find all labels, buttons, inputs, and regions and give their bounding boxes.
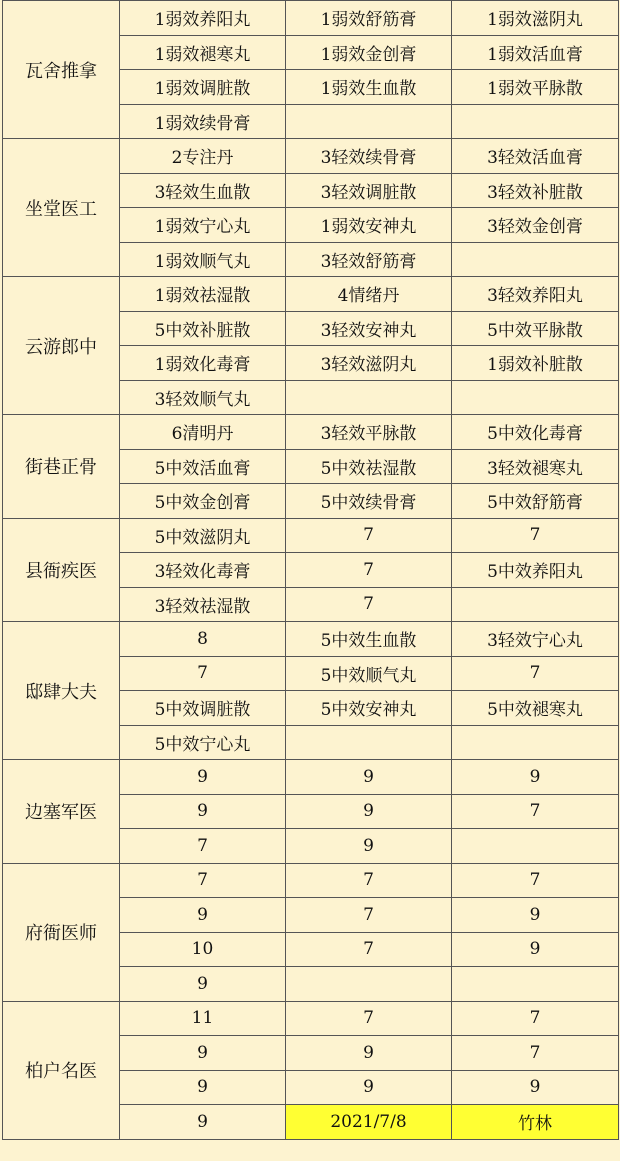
- recipe-cell: 1弱效平脉散: [452, 70, 619, 105]
- recipe-cell: 7: [120, 829, 286, 864]
- recipe-cell: 9: [286, 1070, 452, 1105]
- recipe-cell: 1弱效褪寒丸: [120, 35, 286, 70]
- recipe-cell: [286, 967, 452, 1002]
- recipe-cell: [452, 104, 619, 139]
- recipe-cell: 1弱效生血散: [286, 70, 452, 105]
- table-row: [3, 139, 619, 174]
- recipe-cell: 3轻效顺气丸: [120, 380, 286, 415]
- recipe-cell: 5中效活血膏: [120, 449, 286, 484]
- recipe-cell: 3轻效活血膏: [452, 139, 619, 174]
- recipe-cell: [452, 725, 619, 760]
- recipe-cell: 1弱效化毒膏: [120, 346, 286, 381]
- recipe-cell: 7: [452, 1036, 619, 1071]
- recipe-cell: 1弱效活血膏: [452, 35, 619, 70]
- table-row: [3, 622, 619, 657]
- recipe-cell: [286, 380, 452, 415]
- recipe-cell: 5中效金创膏: [120, 484, 286, 519]
- recipe-cell: 3轻效平脉散: [286, 415, 452, 450]
- recipe-cell: 1弱效安神丸: [286, 208, 452, 243]
- recipe-cell: 7: [452, 1001, 619, 1036]
- recipe-cell: 7: [120, 863, 286, 898]
- table-row: [3, 277, 619, 312]
- recipe-cell: [452, 242, 619, 277]
- recipe-cell: 5中效祛湿散: [286, 449, 452, 484]
- recipe-cell: 1弱效补脏散: [452, 346, 619, 381]
- recipe-cell: 9: [120, 760, 286, 795]
- recipe-cell: 7: [286, 553, 452, 588]
- recipe-cell: 3轻效祛湿散: [120, 587, 286, 622]
- recipe-cell: 5中效补脏散: [120, 311, 286, 346]
- recipe-cell: 5中效褪寒丸: [452, 691, 619, 726]
- table-row: [3, 1, 619, 36]
- recipe-cell: 4情绪丹: [286, 277, 452, 312]
- recipe-cell: 7: [286, 863, 452, 898]
- recipe-cell: 5中效滋阴丸: [120, 518, 286, 553]
- recipe-cell: 7: [286, 898, 452, 933]
- recipe-cell: [452, 587, 619, 622]
- recipe-table-body: [3, 1, 619, 1140]
- group-name-cell: 边塞军医: [3, 760, 120, 864]
- recipe-cell: 3轻效舒筋膏: [286, 242, 452, 277]
- recipe-cell: [452, 380, 619, 415]
- recipe-cell: 7: [452, 794, 619, 829]
- group-name-cell: 瓦舍推拿: [3, 1, 120, 139]
- recipe-cell: 3轻效化毒膏: [120, 553, 286, 588]
- group-name-cell: 邸肆大夫: [3, 622, 120, 760]
- group-name-cell: 街巷正骨: [3, 415, 120, 519]
- recipe-cell: 7: [452, 518, 619, 553]
- recipe-cell: 9: [120, 794, 286, 829]
- recipe-table: [2, 0, 619, 1140]
- recipe-cell: [452, 967, 619, 1002]
- recipe-cell: 1弱效祛湿散: [120, 277, 286, 312]
- recipe-cell: 5中效调脏散: [120, 691, 286, 726]
- recipe-cell: [286, 725, 452, 760]
- recipe-cell: 9: [286, 829, 452, 864]
- recipe-cell: 1弱效宁心丸: [120, 208, 286, 243]
- recipe-cell: 1弱效调脏散: [120, 70, 286, 105]
- recipe-cell: 3轻效滋阴丸: [286, 346, 452, 381]
- table-row: [3, 760, 619, 795]
- recipe-cell: 3轻效安神丸: [286, 311, 452, 346]
- recipe-cell: 2专注丹: [120, 139, 286, 174]
- group-name-cell: 县衙疾医: [3, 518, 120, 622]
- recipe-cell: 5中效安神丸: [286, 691, 452, 726]
- recipe-cell: 3轻效褪寒丸: [452, 449, 619, 484]
- recipe-cell: 9: [120, 967, 286, 1002]
- recipe-cell: 3轻效宁心丸: [452, 622, 619, 657]
- table-row: [3, 1001, 619, 1036]
- recipe-cell: 1弱效金创膏: [286, 35, 452, 70]
- recipe-cell: [286, 104, 452, 139]
- recipe-cell: 9: [120, 898, 286, 933]
- recipe-cell: 7: [120, 656, 286, 691]
- recipe-cell: 5中效养阳丸: [452, 553, 619, 588]
- recipe-cell: 5中效舒筋膏: [452, 484, 619, 519]
- recipe-cell: 8: [120, 622, 286, 657]
- recipe-cell: 9: [120, 1070, 286, 1105]
- author-cell: 竹林: [452, 1105, 619, 1140]
- recipe-cell: 7: [286, 1001, 452, 1036]
- recipe-cell: 3轻效生血散: [120, 173, 286, 208]
- recipe-cell: 9: [120, 1105, 286, 1140]
- recipe-cell: 7: [286, 587, 452, 622]
- recipe-cell: 11: [120, 1001, 286, 1036]
- recipe-cell: [452, 829, 619, 864]
- recipe-cell: 5中效顺气丸: [286, 656, 452, 691]
- recipe-cell: 9: [286, 760, 452, 795]
- group-name-cell: 柏户名医: [3, 1001, 120, 1139]
- table-row: [3, 863, 619, 898]
- recipe-cell: 9: [452, 932, 619, 967]
- recipe-cell: 1弱效养阳丸: [120, 1, 286, 36]
- recipe-cell: 10: [120, 932, 286, 967]
- recipe-cell: 1弱效顺气丸: [120, 242, 286, 277]
- recipe-cell: 1弱效滋阴丸: [452, 1, 619, 36]
- recipe-cell: 5中效续骨膏: [286, 484, 452, 519]
- recipe-cell: 9: [286, 794, 452, 829]
- recipe-cell: 3轻效调脏散: [286, 173, 452, 208]
- recipe-cell: 5中效宁心丸: [120, 725, 286, 760]
- recipe-cell: 9: [452, 760, 619, 795]
- group-name-cell: 坐堂医工: [3, 139, 120, 277]
- date-cell: 2021/7/8: [286, 1105, 452, 1140]
- recipe-cell: 7: [452, 863, 619, 898]
- table-row: [3, 518, 619, 553]
- recipe-cell: 3轻效养阳丸: [452, 277, 619, 312]
- recipe-cell: 3轻效金创膏: [452, 208, 619, 243]
- recipe-cell: 3轻效续骨膏: [286, 139, 452, 174]
- recipe-cell: 7: [286, 932, 452, 967]
- recipe-cell: 9: [286, 1036, 452, 1071]
- recipe-cell: 1弱效舒筋膏: [286, 1, 452, 36]
- recipe-cell: 9: [120, 1036, 286, 1071]
- recipe-cell: 9: [452, 1070, 619, 1105]
- recipe-cell: 5中效平脉散: [452, 311, 619, 346]
- table-row: [3, 415, 619, 450]
- group-name-cell: 云游郎中: [3, 277, 120, 415]
- recipe-cell: 5中效生血散: [286, 622, 452, 657]
- recipe-cell: 7: [452, 656, 619, 691]
- recipe-cell: 3轻效补脏散: [452, 173, 619, 208]
- recipe-cell: 7: [286, 518, 452, 553]
- recipe-cell: 9: [452, 898, 619, 933]
- recipe-cell: 1弱效续骨膏: [120, 104, 286, 139]
- recipe-cell: 6清明丹: [120, 415, 286, 450]
- recipe-cell: 5中效化毒膏: [452, 415, 619, 450]
- group-name-cell: 府衙医师: [3, 863, 120, 1001]
